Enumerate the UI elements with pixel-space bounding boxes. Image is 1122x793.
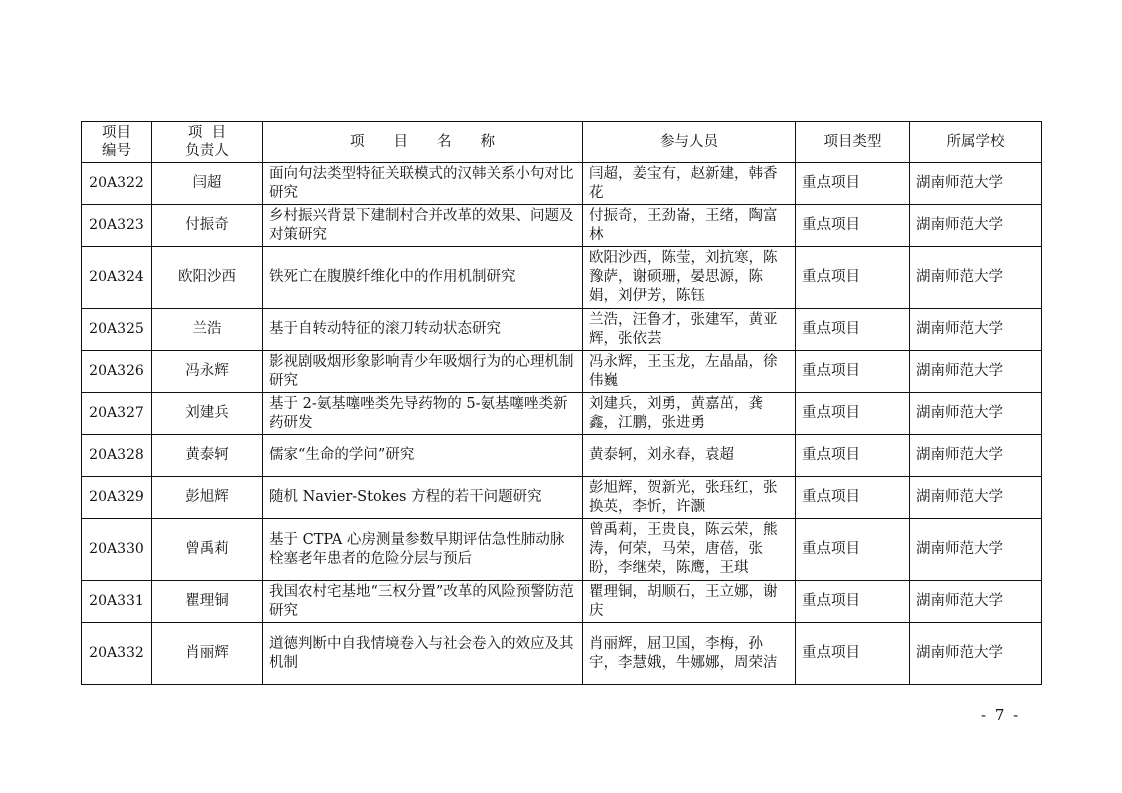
table-row	[82, 205, 1042, 247]
project-number-cell: 20A323	[82, 205, 152, 247]
leader-cell: 闫超	[152, 163, 263, 205]
project-name-cell: 面向句法类型特征关联模式的汉韩关系小句对比研究	[263, 163, 583, 205]
members-cell: 彭旭辉，贺新光，张珏红，张换英，李忻，许灏	[583, 477, 796, 519]
leader-cell: 兰浩	[152, 309, 263, 351]
table-row	[82, 309, 1042, 351]
table-row	[82, 581, 1042, 623]
project-type-cell: 重点项目	[796, 581, 910, 623]
leader-cell: 付振奇	[152, 205, 263, 247]
project-name-cell: 影视剧吸烟形象影响青少年吸烟行为的心理机制研究	[263, 351, 583, 393]
header-project-number	[82, 122, 152, 163]
table-row	[82, 247, 1042, 309]
project-number-cell: 20A328	[82, 435, 152, 477]
school-cell: 湖南师范大学	[910, 351, 1042, 393]
school-cell: 湖南师范大学	[910, 519, 1042, 581]
page-number: - 7 -	[981, 706, 1021, 724]
members-cell: 瞿理铜，胡顺石，王立娜，谢庆	[583, 581, 796, 623]
school-cell: 湖南师范大学	[910, 309, 1042, 351]
leader-cell: 曾禹莉	[152, 519, 263, 581]
project-number-cell: 20A329	[82, 477, 152, 519]
project-number-cell: 20A331	[82, 581, 152, 623]
project-name-cell: 基于 CTPA 心房测量参数早期评估急性肺动脉栓塞老年患者的危险分层与预后	[263, 519, 583, 581]
school-cell: 湖南师范大学	[910, 393, 1042, 435]
school-cell: 湖南师范大学	[910, 477, 1042, 519]
project-number-cell: 20A327	[82, 393, 152, 435]
members-cell: 闫超，姜宝有，赵新建，韩香花	[583, 163, 796, 205]
table-row	[82, 393, 1042, 435]
header-number-line1: 项目	[102, 125, 131, 141]
members-cell: 兰浩，汪鲁才，张建军，黄亚辉，张依芸	[583, 309, 796, 351]
members-cell: 肖丽辉，屈卫国，李梅，孙宇，李慧娥，牛娜娜，周荣洁	[583, 623, 796, 685]
project-name-cell: 铁死亡在腹膜纤维化中的作用机制研究	[263, 247, 583, 309]
leader-cell: 瞿理铜	[152, 581, 263, 623]
project-number-cell: 20A332	[82, 623, 152, 685]
members-cell: 黄泰轲，刘永春，袁超	[583, 435, 796, 477]
header-number-line2: 编号	[102, 143, 131, 159]
school-cell: 湖南师范大学	[910, 247, 1042, 309]
project-type-cell: 重点项目	[796, 163, 910, 205]
project-number-cell: 20A326	[82, 351, 152, 393]
leader-cell: 刘建兵	[152, 393, 263, 435]
project-type-cell: 重点项目	[796, 309, 910, 351]
project-table	[81, 121, 1042, 685]
members-cell: 刘建兵，刘勇，黄嘉茁，龚鑫，江鹏，张进勇	[583, 393, 796, 435]
project-type-cell: 重点项目	[796, 623, 910, 685]
project-number-cell: 20A330	[82, 519, 152, 581]
header-members-label: 参与人员	[660, 134, 718, 150]
project-type-cell: 重点项目	[796, 205, 910, 247]
project-name-cell: 基于自转动特征的滚刀转动状态研究	[263, 309, 583, 351]
table-body	[82, 163, 1042, 685]
leader-cell: 彭旭辉	[152, 477, 263, 519]
table-row	[82, 435, 1042, 477]
header-leader-line2: 负责人	[185, 143, 229, 159]
project-number-cell: 20A322	[82, 163, 152, 205]
school-cell: 湖南师范大学	[910, 163, 1042, 205]
leader-cell: 黄泰轲	[152, 435, 263, 477]
project-name-cell: 基于 2-氨基噻唑类先导药物的 5-氨基噻唑类新药研发	[263, 393, 583, 435]
leader-cell: 肖丽辉	[152, 623, 263, 685]
school-cell: 湖南师范大学	[910, 581, 1042, 623]
table-row	[82, 519, 1042, 581]
project-name-cell: 随机 Navier-Stokes 方程的若干问题研究	[263, 477, 583, 519]
header-members	[583, 122, 796, 163]
project-name-cell: 乡村振兴背景下建制村合并改革的效果、问题及对策研究	[263, 205, 583, 247]
leader-cell: 冯永辉	[152, 351, 263, 393]
project-number-cell: 20A325	[82, 309, 152, 351]
header-project-leader	[152, 122, 263, 163]
project-name-cell: 道德判断中自我情境卷入与社会卷入的效应及其机制	[263, 623, 583, 685]
table-row	[82, 163, 1042, 205]
header-project-type	[796, 122, 910, 163]
leader-cell: 欧阳沙西	[152, 247, 263, 309]
header-row	[82, 122, 1042, 163]
project-type-cell: 重点项目	[796, 247, 910, 309]
members-cell: 付振奇，王劲崙，王绪，陶富林	[583, 205, 796, 247]
table-row	[82, 477, 1042, 519]
project-type-cell: 重点项目	[796, 477, 910, 519]
members-cell: 欧阳沙西，陈莹，刘抗寒，陈豫萨，谢硕珊，晏思源，陈娟，刘伊芳，陈钰	[583, 247, 796, 309]
header-type-label: 项目类型	[823, 134, 882, 150]
project-name-cell: 儒家“生命的学问”研究	[263, 435, 583, 477]
project-type-cell: 重点项目	[796, 435, 910, 477]
school-cell: 湖南师范大学	[910, 623, 1042, 685]
header-project-name	[263, 122, 583, 163]
table-row	[82, 623, 1042, 685]
school-cell: 湖南师范大学	[910, 205, 1042, 247]
school-cell: 湖南师范大学	[910, 435, 1042, 477]
header-name-label: 项 目 名 称	[350, 134, 495, 150]
members-cell: 冯永辉，王玉龙，左晶晶，徐伟巍	[583, 351, 796, 393]
project-name-cell: 我国农村宅基地“三权分置”改革的风险预警防范研究	[263, 581, 583, 623]
project-type-cell: 重点项目	[796, 351, 910, 393]
members-cell: 曾禹莉，王贵良，陈云荣，熊涛，何荣，马荣，唐蓓，张盼，李继荣，陈鹰，王琪	[583, 519, 796, 581]
project-type-cell: 重点项目	[796, 519, 910, 581]
header-leader-line1: 项 目	[187, 125, 227, 141]
table-row	[82, 351, 1042, 393]
project-number-cell: 20A324	[82, 247, 152, 309]
project-type-cell: 重点项目	[796, 393, 910, 435]
header-school-label: 所属学校	[946, 134, 1005, 150]
header-school	[910, 122, 1042, 163]
